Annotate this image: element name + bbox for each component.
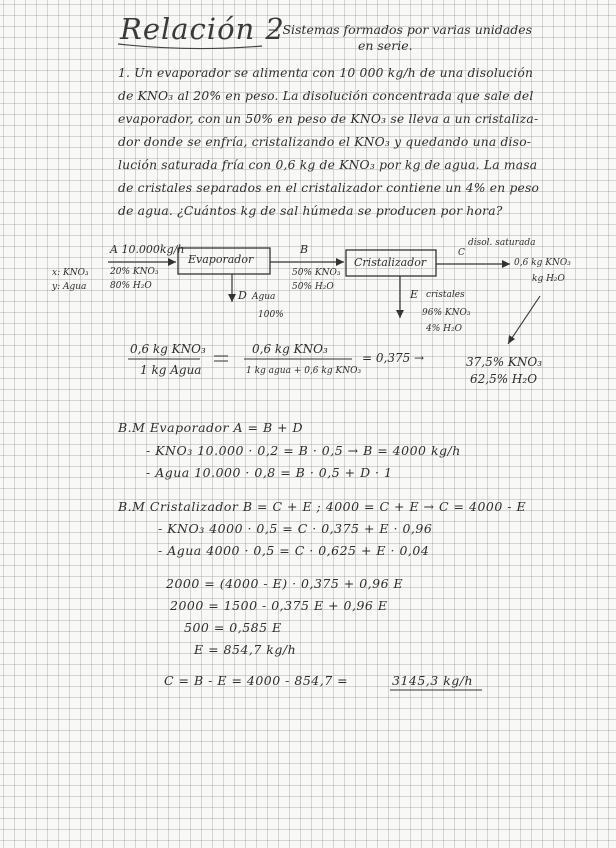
sat-result: = 0,375 →: [362, 351, 425, 365]
solution-line-5: C = B - E = 4000 - 854,7 =: [164, 673, 349, 688]
stream-c-label: C: [458, 248, 465, 258]
problem-line-3: evaporador, con un 50% en peso de KNO₃ se lleva a un cristaliza-: [118, 112, 539, 126]
problem-line-6: de cristales separados en el cristalizador contiene un 4% en peso: [118, 181, 540, 195]
c-description: disol. saturada: [468, 238, 536, 248]
problem-line-2: de KNO₃ al 20% en peso. La disolución concentrada que sale del: [118, 89, 534, 103]
sat-pct-water: 62,5% H₂O: [470, 372, 538, 386]
feed-composition-2: 80% H₂O: [110, 281, 152, 291]
pointer-line: [508, 296, 540, 344]
balance-cryst-water: - Agua 4000 · 0,5 = C · 0,625 + E · 0,04: [158, 543, 430, 558]
stream-b-label: B: [300, 243, 309, 256]
balance-evap-water: - Agua 10.000 · 0,8 = B · 0,5 + D · 1: [146, 465, 393, 480]
sat-mid-denominator: 1 kg agua + 0,6 kg KNO₃: [246, 366, 362, 376]
solution-line-1: 2000 = (4000 - E) · 0,375 + 0,96 E: [166, 576, 404, 591]
balance-cryst-header: B.M Cristalizador B = C + E ; 4000 = C + E → C = 4000 - E: [118, 499, 527, 514]
crystallizer-label: Cristalizador: [354, 256, 427, 269]
d-composition-1: Agua: [252, 292, 276, 302]
sat-mid-numerator: 0,6 kg KNO₃: [252, 342, 328, 356]
balance-evap-kno3: - KNO₃ 10.000 · 0,2 = B · 0,5 → B = 4000 kg/h: [146, 443, 461, 458]
sat-lhs-denominator: 1 kg Agua: [140, 363, 202, 377]
e-composition-2: 4% H₂O: [426, 324, 462, 334]
legend-agua: y: Agua: [52, 282, 87, 292]
c-composition-2: kg H₂O: [532, 274, 565, 284]
final-answer: 3145,3 kg/h: [392, 673, 474, 688]
evaporator-label: Evaporador: [188, 253, 254, 266]
page-title: Relación 2: [120, 12, 285, 46]
problem-line-1: 1. Un evaporador se alimenta con 10 000 kg/h de una disolución: [118, 66, 534, 80]
sat-lhs-numerator: 0,6 kg KNO₃: [130, 342, 206, 356]
subtitle-line-1: → Sistemas formados por varias unidades: [268, 22, 533, 37]
d-composition-2: 100%: [258, 310, 284, 320]
b-composition-1: 50% KNO₃: [292, 268, 341, 278]
balance-evap-header: B.M Evaporador A = B + D: [118, 420, 304, 435]
e-composition-1: 96% KNO₃: [422, 308, 471, 318]
stream-d-label: D: [238, 289, 247, 302]
e-description: cristales: [426, 290, 465, 300]
feed-composition-1: 20% KNO₃: [110, 267, 159, 277]
solution-line-3: 500 = 0,585 E: [184, 620, 282, 635]
stream-a-label: A 10.000kg/h: [110, 243, 185, 256]
problem-line-5: lución saturada fría con 0,6 kg de KNO₃ por kg de agua. La masa: [118, 158, 538, 172]
c-composition-1: 0,6 kg KNO₃: [514, 258, 571, 268]
balance-cryst-kno3: - KNO₃ 4000 · 0,5 = C · 0,375 + E · 0,96: [158, 521, 433, 536]
subtitle-line-2: en serie.: [358, 38, 413, 53]
problem-line-4: dor donde se enfría, cristalizando el KNO₃ y quedando una diso-: [118, 135, 532, 149]
solution-line-2: 2000 = 1500 - 0,375 E + 0,96 E: [170, 598, 388, 613]
sat-pct-kno3: 37,5% KNO₃: [466, 355, 543, 369]
legend-kno3: x: KNO₃: [52, 268, 89, 278]
b-composition-2: 50% H₂O: [292, 282, 334, 292]
stream-e-label: E: [410, 288, 419, 301]
solution-line-4: E = 854,7 kg/h: [194, 642, 297, 657]
problem-line-7: de agua. ¿Cuántos kg de sal húmeda se producen por hora?: [118, 204, 503, 218]
